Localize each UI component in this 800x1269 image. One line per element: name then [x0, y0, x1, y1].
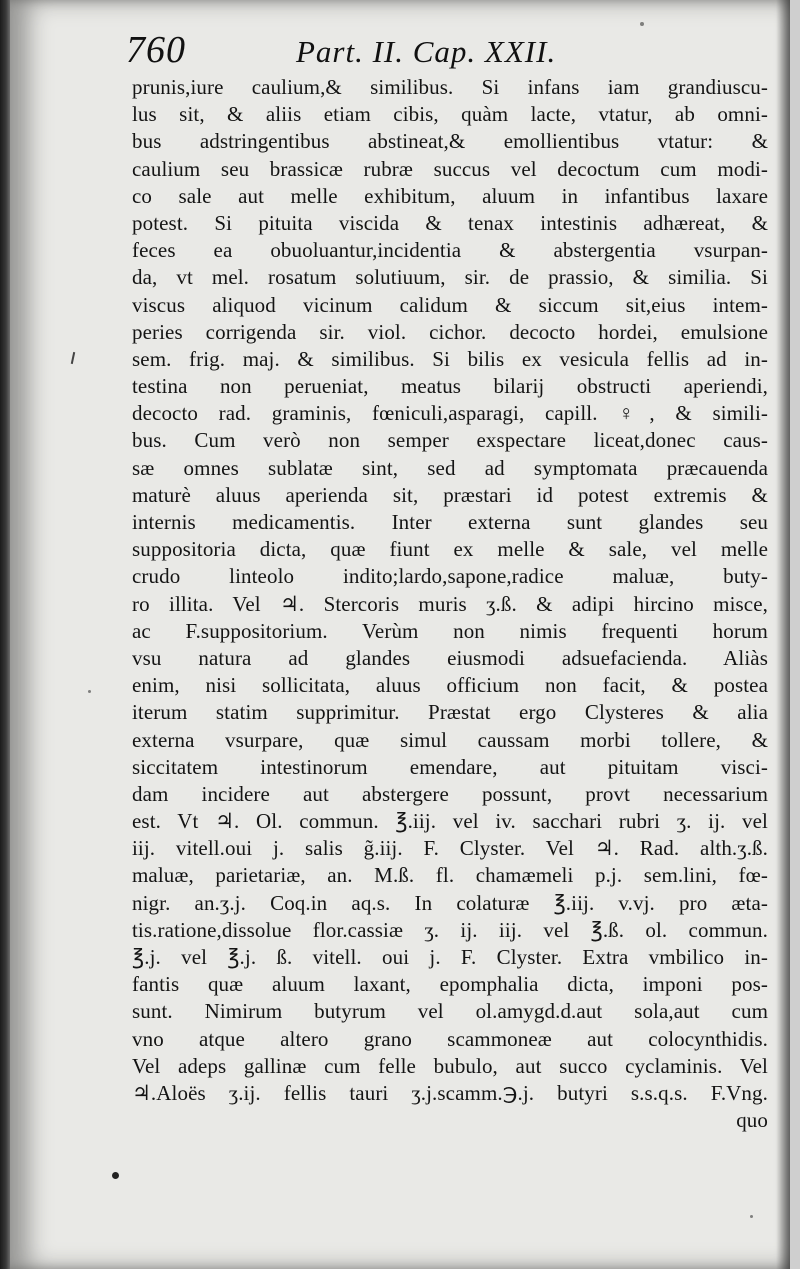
ink-speck — [88, 690, 91, 693]
text-line: nigr. an.ʒ.j. Coq.in aq.s. In colaturæ ℥.iij. v.vj. pro æta- — [132, 890, 768, 915]
text-line: ♃.Aloës ʒ.ij. fellis tauri ʒ.j.scamm.℈.j. butyri s.s.q.s. F.Vng. — [132, 1080, 768, 1105]
body-text — [132, 74, 768, 1134]
text-line: vsu natura ad glandes eiusmodi adsuefacienda. Aliàs — [132, 645, 768, 670]
margin-dot — [112, 1172, 119, 1179]
text-line: internis medicamentis. Inter externa sunt glandes seu — [132, 510, 768, 534]
page-header — [126, 28, 606, 74]
text-line: ℥.j. vel ℥.j. ß. vitell. oui j. F. Clyster. Extra vmbilico in- — [132, 945, 768, 969]
text-line: maluæ, parietariæ, an. M.ß. fl. chamæmeli p.j. sem.lini, fœ- — [132, 863, 768, 888]
text-line: crudo linteolo indito;lardo,sapone,radice maluæ, buty- — [132, 564, 768, 589]
text-line: est. Vt ♃. Ol. commun. ℥.iij. vel iv. sacchari rubri ʒ. ij. vel — [132, 809, 768, 834]
text-line: lus sit, & aliis etiam cibis, quàm lacte, vtatur, ab omni- — [132, 102, 768, 127]
text-line: externa vsurpare, quæ simul caussam morbi tollere, & — [132, 727, 768, 752]
text-line: da, vt mel. rosatum solutiuum, sir. de prassio, & similia. Si — [132, 265, 768, 290]
text-line: testina non perueniat, meatus bilarij obstructi aperiendi, — [132, 374, 768, 399]
text-line: Vel adeps gallinæ cum felle bubulo, aut succo cyclaminis. Vel — [132, 1053, 768, 1078]
text-line: ac F.suppositorium. Verùm non nimis frequenti horum — [132, 618, 768, 643]
text-line: siccitatem intestinorum emendare, aut pituitam visci- — [132, 754, 768, 779]
text-line: dam incidere aut abstergere possunt, provt necessarium — [132, 781, 768, 806]
text-line: iterum statim supprimitur. Præstat ergo Clysteres & alia — [132, 700, 768, 725]
text-line: enim, nisi sollicitata, aluus officium non facit, & postea — [132, 673, 768, 698]
text-line: feces ea obuoluantur,incidentia & abstergentia vsurpan- — [132, 238, 768, 263]
page-number: 760 — [126, 29, 186, 71]
text-line: caulium seu brassicæ rubræ succus vel decoctum cum modi- — [132, 156, 768, 181]
text-line: fantis quæ aluum laxant, epomphalia dicta, imponi pos- — [132, 972, 768, 997]
text-line: sæ omnes sublatæ sint, sed ad symptomata præcauenda — [132, 455, 768, 480]
catchword: quo — [736, 1108, 768, 1133]
text-line: co sale aut melle exhibitum, aluum in infantibus laxare — [132, 183, 768, 208]
text-line: potest. Si pituita viscida & tenax intestinis adhæreat, & — [132, 210, 768, 235]
page-gutter-shadow — [776, 0, 790, 1269]
text-line: maturè aluus aperienda sit, præstari id potest extremis & — [132, 482, 768, 507]
text-line: bus. Cum verò non semper exspectare liceat,donec caus- — [132, 428, 768, 453]
running-head: Part. II. Cap. XXII. — [296, 34, 557, 69]
text-line: prunis,iure caulium,& similibus. Si infans iam grandiuscu- — [132, 75, 768, 99]
text-line: ro illita. Vel ♃. Stercoris muris ʒ.ß. & adipi hircino misce, — [132, 591, 768, 616]
ink-speck — [640, 22, 644, 26]
text-line: sem. frig. maj. & similibus. Si bilis ex vesicula fellis ad in- — [132, 346, 768, 371]
text-line: decocto rad. graminis, fœniculi,asparagi, capill. ♀, & simili- — [132, 401, 768, 426]
text-line: iij. vitell.oui j. salis g̃.iij. F. Clyster. Vel ♃. Rad. alth.ʒ.ß. — [132, 836, 768, 861]
text-line: sunt. Nimirum butyrum vel ol.amygd.d.aut sola,aut cum — [132, 999, 768, 1024]
text-line: vno atque altero grano scammoneæ aut colocynthidis. — [132, 1026, 768, 1051]
text-line: viscus aliquod vicinum calidum & siccum sit,eius intem- — [132, 292, 768, 317]
text-line: bus adstringentibus abstineat,& emollientibus vtatur: & — [132, 129, 768, 154]
ink-speck — [750, 1215, 753, 1218]
text-line: suppositoria dicta, quæ fiunt ex melle & sale, vel melle — [132, 537, 768, 562]
text-line: peries corrigenda sir. viol. cichor. decocto hordei, emulsione — [132, 319, 768, 344]
text-line: tis.ratione,dissolue flor.cassiæ ʒ. ij. iij. vel ℥.ß. ol. commun. — [132, 917, 768, 942]
